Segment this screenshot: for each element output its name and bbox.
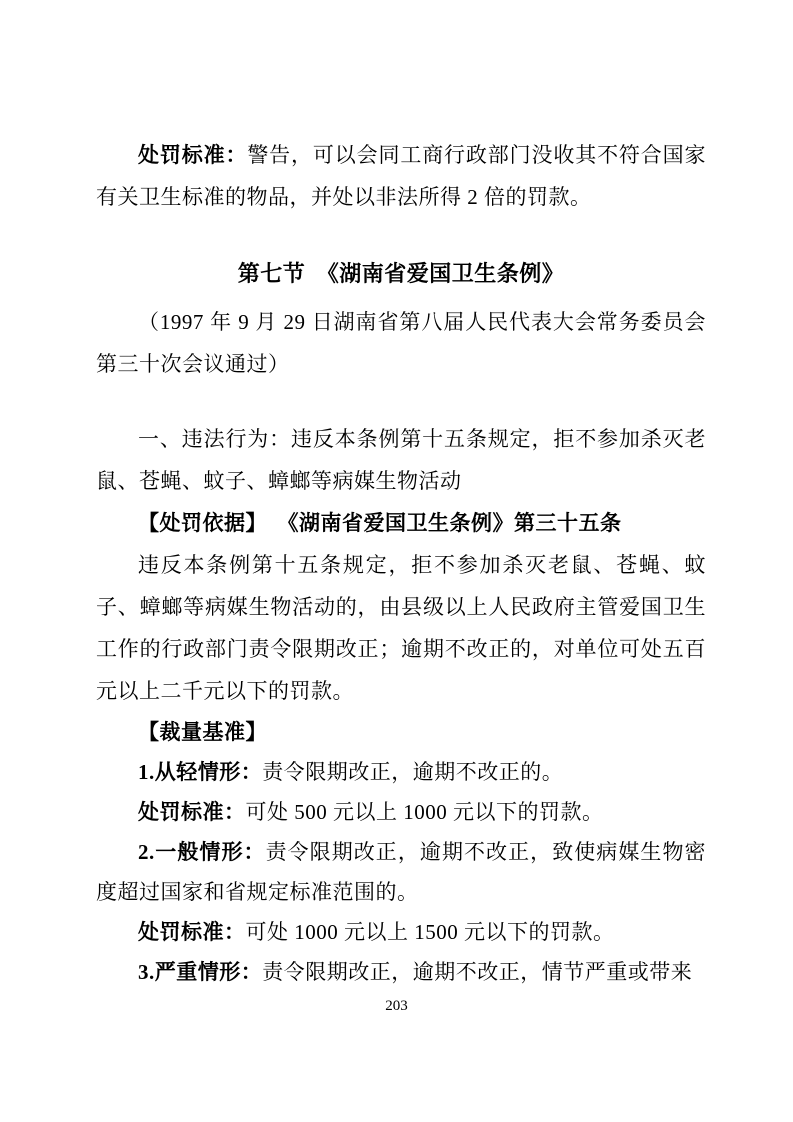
paragraph-criterion-1-case xyxy=(96,752,706,792)
paragraph-criterion-3-case xyxy=(96,952,706,992)
criterion-2-case-text: 责令限期改正，逾期不改正，致使病媒生物密度超过国家和省规定标准范围的。 xyxy=(96,840,707,904)
paragraph-violation-behavior: 一、违法行为：违反本条例第十五条规定，拒不参加杀灭老鼠、苍蝇、蚊子、蟑螂等病媒生物活动 xyxy=(96,427,706,493)
criterion-2-case-label: 2.一般情形： xyxy=(138,840,266,864)
paragraph-criterion-1-penalty xyxy=(96,792,706,832)
paragraph-basis-detail: 违反本条例第十五条规定，拒不参加杀灭老鼠、苍蝇、蚊子、蟑螂等病媒生物活动的，由县级以上人民政府主管爱国卫生工作的行政部门责令限期改正；逾期不改正的，对单位可处五百元以上二千元以下的罚款。 xyxy=(96,553,706,703)
paragraph-criteria-heading xyxy=(96,712,706,752)
penalty-basis-label: 【处罚依据】 xyxy=(138,511,267,535)
paragraph-criterion-2-penalty xyxy=(96,912,706,952)
penalty-standard-label: 处罚标准： xyxy=(138,143,248,167)
criteria-heading-label: 【裁量基准】 xyxy=(138,720,267,744)
paragraph-penalty-basis xyxy=(96,502,706,544)
criterion-2-penalty-label: 处罚标准： xyxy=(138,920,246,944)
content-area xyxy=(96,0,706,992)
criterion-1-case-label: 1.从轻情形： xyxy=(138,760,263,784)
criterion-1-case-text: 责令限期改正，逾期不改正的。 xyxy=(262,760,564,784)
paragraph-penalty-intro xyxy=(96,134,706,218)
penalty-basis-text: 《湖南省爱国卫生条例》第三十五条 xyxy=(288,511,622,535)
paragraph-criterion-2-case xyxy=(96,832,706,912)
penalty-standard-text: 警告，可以会同工商行政部门没收其不符合国家有关卫生标准的物品，并处以非法所得 2 倍的罚款。 xyxy=(96,143,707,209)
section-subtitle: （1997 年 9 月 29 日湖南省第八届人民代表大会常务委员会第三十次会议通过） xyxy=(96,310,706,376)
criterion-3-case-label: 3.严重情形： xyxy=(138,960,263,984)
criterion-1-penalty-text: 可处 500 元以上 1000 元以下的罚款。 xyxy=(245,800,604,824)
criterion-2-penalty-text: 可处 1000 元以上 1500 元以下的罚款。 xyxy=(245,920,615,944)
page-number: 203 xyxy=(385,998,408,1014)
criterion-3-case-text: 责令限期改正，逾期不改正，情节严重或带来 xyxy=(262,960,693,984)
section-heading: 第七节 《湖南省爱国卫生条例》 xyxy=(237,261,565,286)
criterion-1-penalty-label: 处罚标准： xyxy=(138,800,246,824)
